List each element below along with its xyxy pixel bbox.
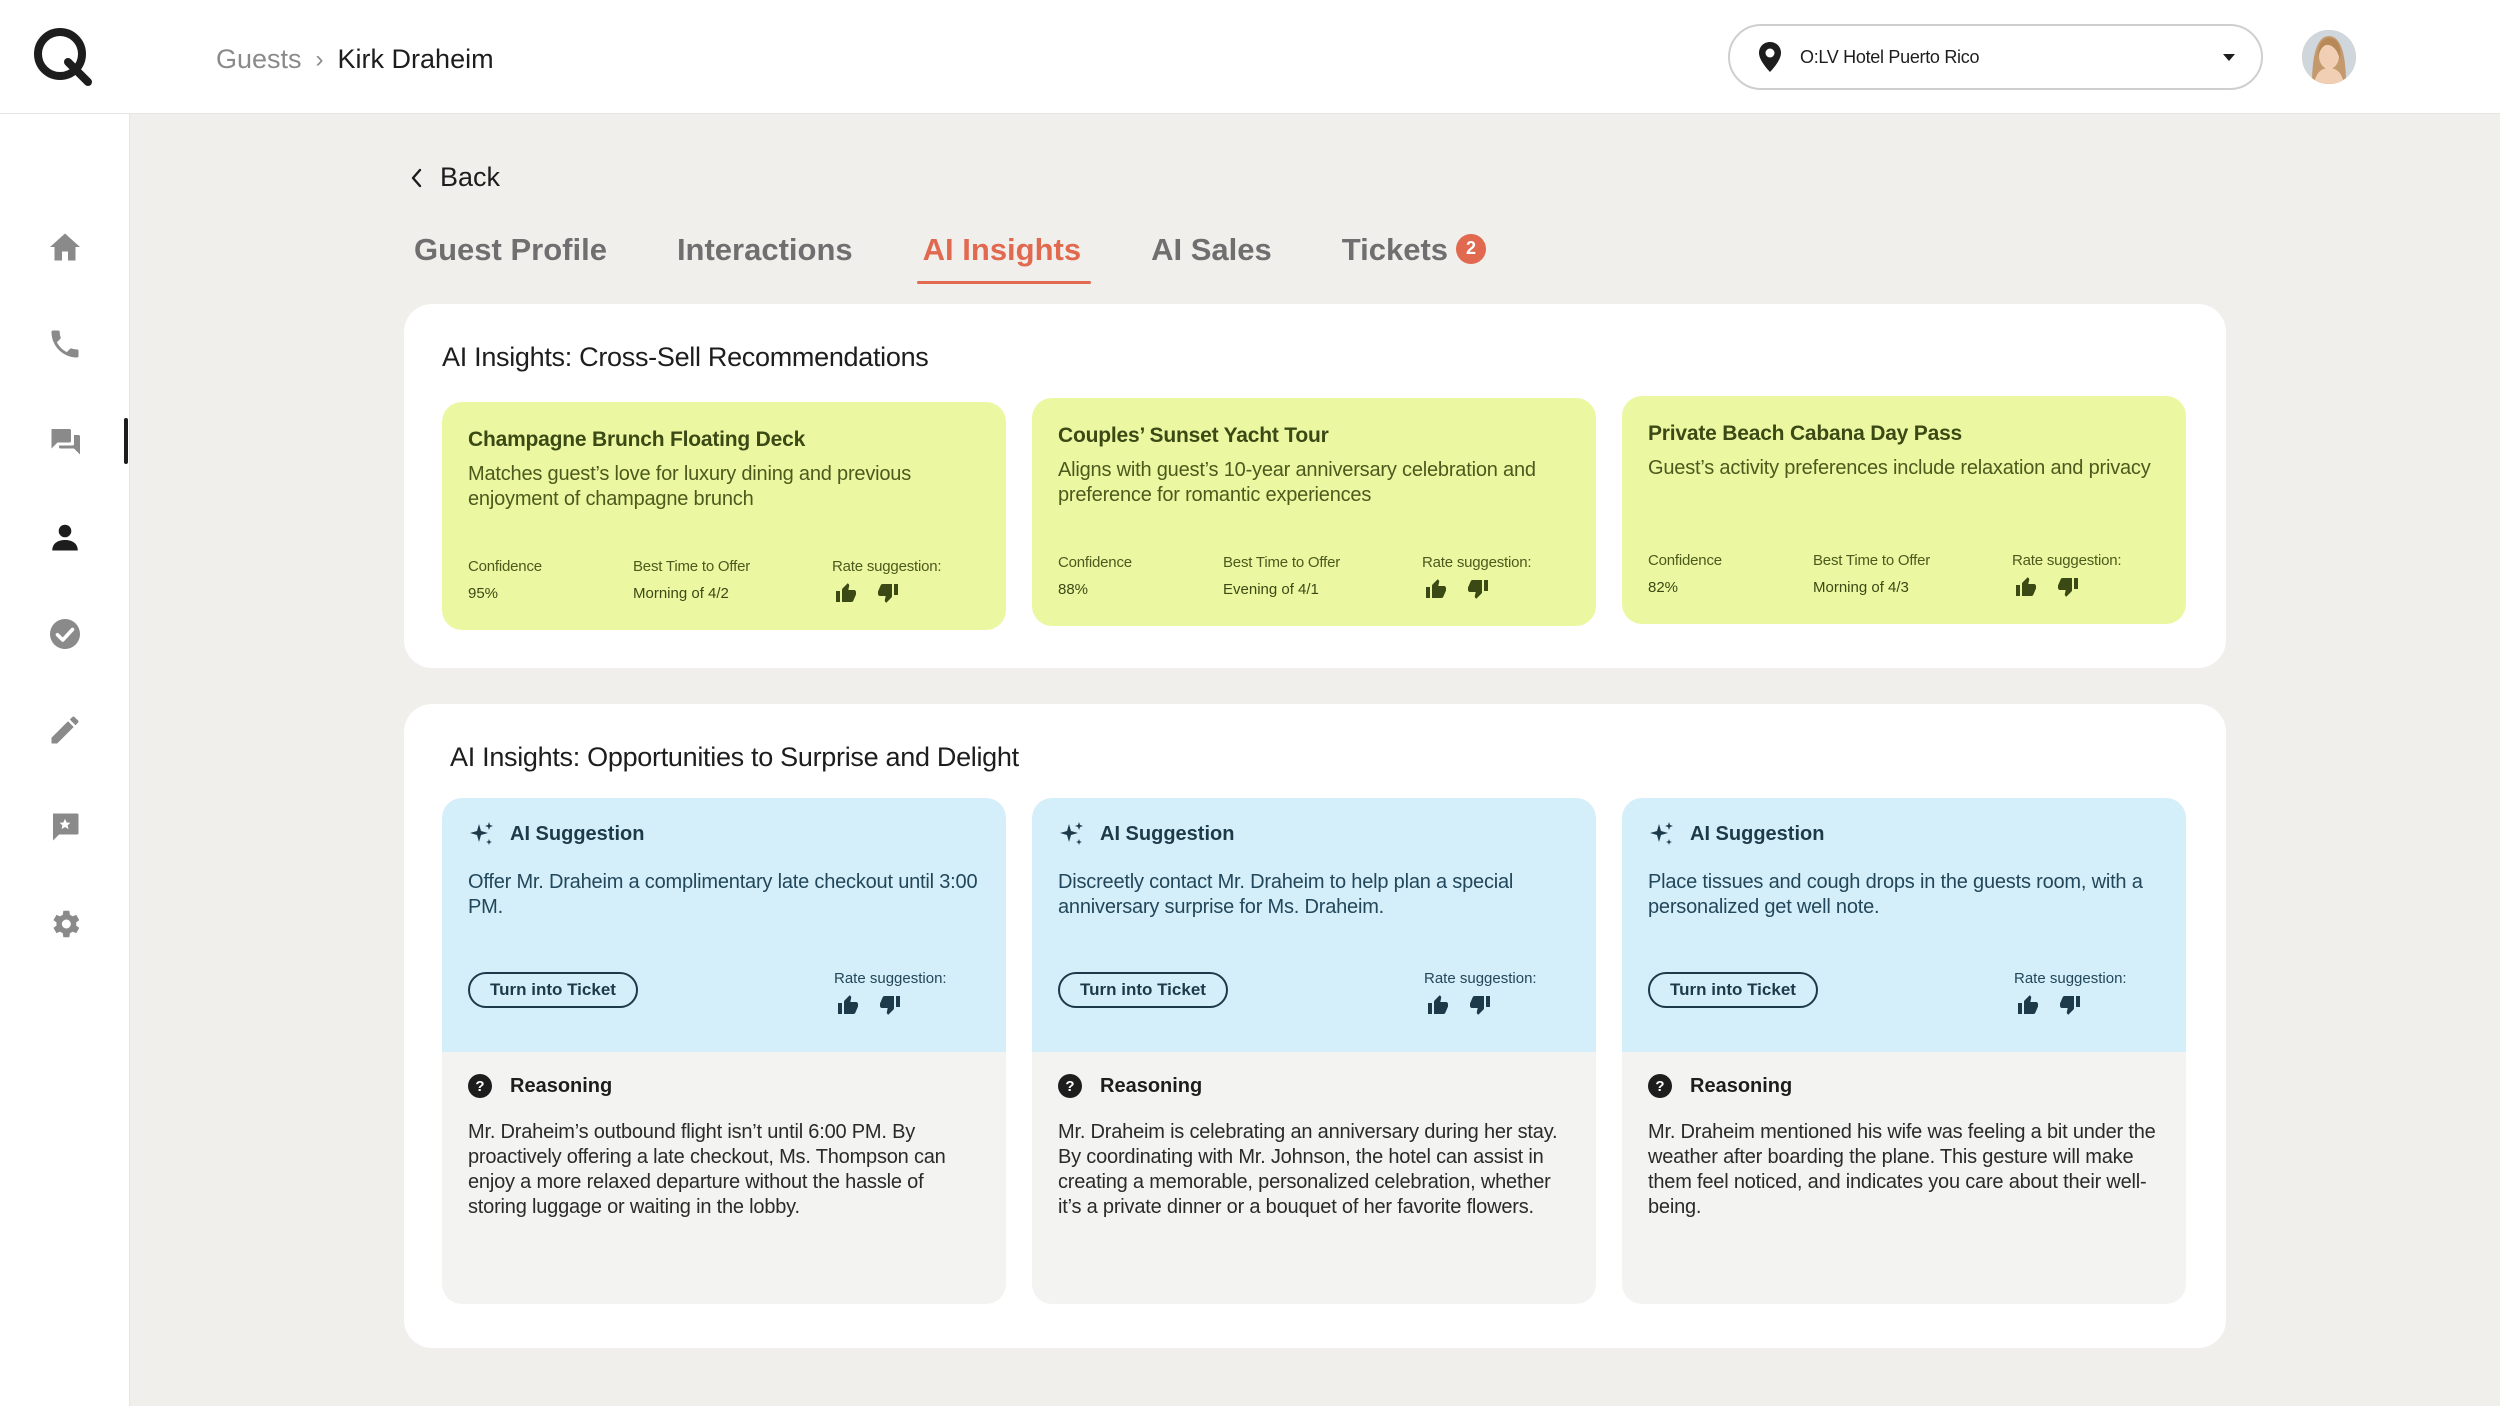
rate-label: Rate suggestion: xyxy=(2012,552,2122,569)
cross-sell-card-description: Aligns with guest’s 10-year anniversary celebration and preference for romantic experiences xyxy=(1058,459,1536,506)
cross-sell-card xyxy=(1622,396,2186,624)
rate-label: Rate suggestion: xyxy=(2014,970,2127,987)
thumbs-up-icon[interactable] xyxy=(1422,577,1450,601)
thumbs-down-icon[interactable] xyxy=(1466,993,1494,1017)
turn-into-ticket-button[interactable]: Turn into Ticket xyxy=(1058,972,1228,1008)
cross-sell-card-meta xyxy=(468,558,980,606)
best-time-value: Evening of 4/1 xyxy=(1223,581,1319,598)
suggestion-text: Discreetly contact Mr. Draheim to help plan a special anniversary surprise for Ms. Draheim. xyxy=(1058,871,1514,918)
question-icon: ? xyxy=(1648,1074,1672,1098)
confidence-value: 88% xyxy=(1058,581,1089,598)
thumbs-down-icon[interactable] xyxy=(876,993,904,1017)
cross-sell-card-title: Private Beach Cabana Day Pass xyxy=(1648,422,1963,445)
sidebar-item-guests[interactable] xyxy=(40,512,90,562)
back-label: Back xyxy=(440,162,501,192)
suggestion-label: AI Suggestion xyxy=(1100,822,1235,845)
best-time-value: Morning of 4/3 xyxy=(1813,579,1909,596)
turn-into-ticket-button[interactable]: Turn into Ticket xyxy=(1648,972,1818,1008)
reasoning-section xyxy=(442,1052,1006,1304)
rate-label: Rate suggestion: xyxy=(1422,554,1532,571)
suggestion-label: AI Suggestion xyxy=(510,822,645,845)
suggestion-section xyxy=(1032,798,1596,1052)
confidence-block xyxy=(468,558,542,602)
reasoning-section xyxy=(1622,1052,2186,1304)
thumbs-down-icon[interactable] xyxy=(2054,575,2082,599)
tab-interactions[interactable]: Interactions xyxy=(676,232,853,267)
breadcrumb-current: Kirk Draheim xyxy=(337,44,494,74)
breadcrumb-guests-link[interactable]: Guests xyxy=(216,44,302,74)
reasoning-text: Mr. Draheim mentioned his wife was feeling a bit under the weather after boarding the plane. This gesture will make them feel noticed, and indicates you care about their well-being. xyxy=(1648,1121,2156,1218)
suggestion-text: Place tissues and cough drops in the guests room, with a personalized get well note. xyxy=(1648,871,2143,918)
sidebar-item-calls[interactable] xyxy=(40,319,90,369)
reasoning-header xyxy=(468,1074,980,1098)
sidebar-item-edit[interactable] xyxy=(40,705,90,755)
hotel-select-value: O:LV Hotel Puerto Rico xyxy=(1800,46,1980,67)
tab-ai-insights[interactable]: AI Insights xyxy=(923,228,1085,284)
sparkle-icon xyxy=(1648,820,1676,848)
sidebar xyxy=(0,114,130,1406)
rate-label: Rate suggestion: xyxy=(1424,970,1537,987)
suggestion-header xyxy=(468,820,980,848)
suggestion-card xyxy=(1622,798,2186,1304)
reasoning-header xyxy=(1648,1074,2160,1098)
chevron-left-icon xyxy=(408,166,426,190)
reasoning-label: Reasoning xyxy=(510,1074,613,1097)
suggestion-section xyxy=(442,798,1006,1052)
breadcrumb xyxy=(216,44,494,75)
sparkle-icon xyxy=(1058,820,1086,848)
turn-into-ticket-button[interactable]: Turn into Ticket xyxy=(468,972,638,1008)
reasoning-text: Mr. Draheim’s outbound flight isn’t until 6:00 PM. By proactively offering a late checkout, Ms. Thompson can enjoy a more relaxed departure without the hassle of storing luggage or waiting in the lobby. xyxy=(468,1121,946,1218)
reasoning-section xyxy=(1032,1052,1596,1304)
rate-block xyxy=(2014,970,2127,1017)
confidence-label: Confidence xyxy=(1648,552,1722,569)
surprise-delight-title: AI Insights: Opportunities to Surprise and Delight xyxy=(450,742,1019,772)
breadcrumb-separator: › xyxy=(315,45,324,73)
rate-block xyxy=(1422,554,1531,601)
thumbs-up-icon[interactable] xyxy=(1424,993,1452,1017)
sidebar-item-messages[interactable] xyxy=(40,416,90,466)
best-time-block xyxy=(1813,552,1930,596)
cross-sell-card-meta xyxy=(1058,554,1570,602)
cross-sell-card-description: Guest’s activity preferences include relaxation and privacy xyxy=(1648,457,2151,479)
user-avatar[interactable] xyxy=(2302,30,2356,84)
location-pin-icon xyxy=(1758,41,1782,73)
back-button[interactable] xyxy=(408,162,500,193)
sidebar-item-home[interactable] xyxy=(40,222,90,272)
tab-bar xyxy=(414,228,1556,284)
reasoning-label: Reasoning xyxy=(1100,1074,1203,1097)
check-circle-icon xyxy=(47,616,83,652)
top-header xyxy=(0,0,2500,114)
suggestion-header xyxy=(1058,820,1570,848)
confidence-block xyxy=(1648,552,1722,596)
reasoning-header xyxy=(1058,1074,1570,1098)
chat-icon xyxy=(47,423,83,459)
rate-block xyxy=(1424,970,1537,1017)
thumbs-down-icon[interactable] xyxy=(874,581,902,605)
tab-tickets[interactable] xyxy=(1342,228,1490,284)
logo[interactable] xyxy=(30,24,100,86)
confidence-block xyxy=(1058,554,1132,598)
cross-sell-title: AI Insights: Cross-Sell Recommendations xyxy=(442,342,929,372)
person-icon xyxy=(47,519,83,555)
best-time-block xyxy=(633,558,750,602)
best-time-block xyxy=(1223,554,1340,598)
rate-label: Rate suggestion: xyxy=(832,558,942,575)
sidebar-item-settings[interactable] xyxy=(40,899,90,949)
thumbs-up-icon[interactable] xyxy=(2014,993,2042,1017)
suggestion-header xyxy=(1648,820,2160,848)
cross-sell-card-meta xyxy=(1648,552,2160,600)
reasoning-text: Mr. Draheim is celebrating an anniversary during her stay. By coordinating with Mr. Johnson, the hotel can assist in creating a memorable, personalized celebration, whether it’s a private dinner or a bouquet of her favorite flowers. xyxy=(1058,1121,1558,1218)
thumbs-down-icon[interactable] xyxy=(1464,577,1492,601)
hotel-select[interactable] xyxy=(1728,24,2263,90)
best-time-label: Best Time to Offer xyxy=(633,558,751,575)
gear-icon xyxy=(47,906,83,942)
question-icon: ? xyxy=(1058,1074,1082,1098)
feedback-icon xyxy=(47,809,83,845)
reasoning-label: Reasoning xyxy=(1690,1074,1793,1097)
sidebar-item-tasks[interactable] xyxy=(40,609,90,659)
cross-sell-card-title: Couples’ Sunset Yacht Tour xyxy=(1058,424,1329,447)
thumbs-up-icon[interactable] xyxy=(2012,575,2040,599)
avatar-portrait xyxy=(2302,30,2356,84)
suggestion-text: Offer Mr. Draheim a complimentary late checkout until 3:00 PM. xyxy=(468,871,978,918)
best-time-value: Morning of 4/2 xyxy=(633,585,729,602)
confidence-label: Confidence xyxy=(1058,554,1132,571)
rate-block xyxy=(2012,552,2121,599)
confidence-value: 95% xyxy=(468,585,499,602)
cross-sell-panel xyxy=(404,304,2226,668)
pencil-icon xyxy=(47,712,83,748)
tab-ai-sales[interactable]: AI Sales xyxy=(1151,232,1272,267)
tab-tickets-label: Tickets xyxy=(1341,232,1449,267)
confidence-value: 82% xyxy=(1648,579,1679,596)
chevron-down-icon xyxy=(2223,54,2235,61)
confidence-label: Confidence xyxy=(468,558,542,575)
thumbs-up-icon[interactable] xyxy=(832,581,860,605)
thumbs-down-icon[interactable] xyxy=(2056,993,2084,1017)
suggestion-section xyxy=(1622,798,2186,1052)
cross-sell-card-description: Matches guest’s love for luxury dining and previous enjoyment of champagne brunch xyxy=(468,463,912,510)
surprise-delight-panel xyxy=(404,704,2226,1348)
tab-guest-profile[interactable]: Guest Profile xyxy=(414,232,607,267)
best-time-label: Best Time to Offer xyxy=(1223,554,1341,571)
cross-sell-card xyxy=(1032,398,1596,626)
suggestion-card xyxy=(1032,798,1596,1304)
phone-icon xyxy=(47,326,83,362)
sidebar-item-feedback[interactable] xyxy=(40,802,90,852)
sidebar-active-indicator xyxy=(124,418,128,464)
home-icon xyxy=(47,229,83,265)
sparkle-icon xyxy=(468,820,496,848)
cross-sell-card-title: Champagne Brunch Floating Deck xyxy=(468,428,806,451)
suggestion-label: AI Suggestion xyxy=(1690,822,1825,845)
question-icon: ? xyxy=(468,1074,492,1098)
rate-label: Rate suggestion: xyxy=(834,970,947,987)
thumbs-up-icon[interactable] xyxy=(834,993,862,1017)
best-time-label: Best Time to Offer xyxy=(1813,552,1931,569)
rate-block xyxy=(834,970,947,1017)
suggestion-card xyxy=(442,798,1006,1304)
rate-block xyxy=(832,558,941,605)
tickets-count-badge: 2 xyxy=(1456,234,1486,264)
cross-sell-card xyxy=(442,402,1006,630)
